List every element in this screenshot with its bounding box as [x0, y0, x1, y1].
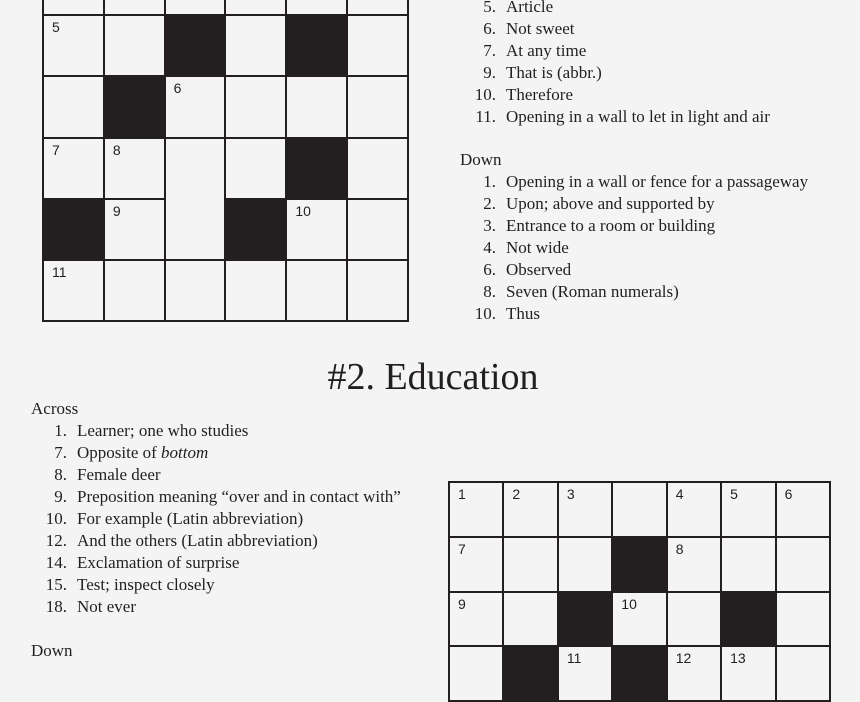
- clue-number: 11: [52, 263, 67, 280]
- clue-text: Female deer: [77, 465, 161, 484]
- grid-cell[interactable]: [226, 261, 285, 320]
- grid-cell[interactable]: [450, 647, 502, 700]
- crossword-grid-1: [42, 0, 409, 322]
- clue-number: 9.: [54, 487, 67, 506]
- clue-number: 10: [295, 202, 311, 219]
- clue-number: 12: [675, 650, 692, 667]
- black-square: [105, 77, 164, 136]
- clue-text: Opposite of bottom: [77, 443, 209, 462]
- clue-text: Seven (Roman numerals): [506, 282, 679, 301]
- clue-item: [460, 237, 808, 259]
- down-heading: Down: [31, 641, 73, 660]
- clue-item: [460, 18, 770, 40]
- clue-text: Preposition meaning “over and in contact with”: [77, 487, 401, 506]
- clue-number: 12.: [45, 531, 67, 550]
- clue-text: For example (Latin abbreviation): [77, 509, 304, 528]
- black-square: [722, 593, 774, 646]
- clue-item: [460, 62, 770, 84]
- puzzle1-down-clues: [460, 149, 808, 325]
- puzzle2-across-clues: [31, 398, 401, 662]
- clue-number: 6: [784, 486, 793, 502]
- clue-text: Article: [506, 0, 554, 16]
- grid-cell[interactable]: [44, 77, 103, 136]
- clue-text: Upon; above and supported by: [506, 194, 715, 213]
- crossword-grid-2: [448, 481, 831, 702]
- clue-number: 15.: [45, 575, 67, 594]
- clue-number: 6.: [483, 260, 496, 279]
- grid-cell[interactable]: [105, 139, 164, 198]
- black-square: [44, 200, 103, 259]
- clue-number: 1.: [54, 421, 67, 440]
- black-square: [613, 647, 665, 700]
- clue-item: [31, 464, 401, 486]
- grid-cell[interactable]: [777, 483, 829, 536]
- grid-cell[interactable]: [226, 16, 285, 75]
- clue-text: That is (abbr.): [506, 63, 602, 82]
- grid-cell[interactable]: [44, 261, 103, 320]
- grid-cell[interactable]: [348, 0, 407, 14]
- grid-cell[interactable]: [613, 483, 665, 536]
- grid-cell[interactable]: [777, 593, 829, 646]
- clue-item: [460, 281, 808, 303]
- grid-cell[interactable]: [613, 593, 665, 646]
- grid-cell[interactable]: [105, 16, 164, 75]
- grid-cell[interactable]: [504, 483, 556, 536]
- clue-number: 18.: [45, 597, 67, 616]
- clue-text: Not sweet: [506, 19, 575, 38]
- clue-number: 7.: [54, 443, 67, 462]
- clue-text: Observed: [506, 260, 572, 279]
- grid-cell[interactable]: [348, 16, 407, 75]
- clue-text: Test; inspect closely: [77, 575, 215, 594]
- clue-text: Not ever: [77, 597, 137, 616]
- clue-text: Exclamation of surprise: [77, 553, 240, 572]
- grid-cell[interactable]: [722, 647, 774, 700]
- puzzle1-across-clues: [460, 0, 770, 128]
- clue-text: Opening in a wall or fence for a passageway: [506, 172, 809, 191]
- clue-number: 9: [112, 202, 121, 219]
- clue-text: Opening in a wall to let in light and air: [506, 107, 770, 126]
- clue-text: Therefore: [506, 85, 574, 104]
- grid-cell[interactable]: [504, 538, 556, 591]
- clue-number: 7: [458, 540, 466, 557]
- clue-item: [460, 40, 770, 62]
- clue-number: 7: [52, 141, 60, 158]
- grid-cell[interactable]: [668, 647, 720, 700]
- grid-cell[interactable]: [777, 647, 829, 700]
- black-square: [226, 200, 285, 259]
- clue-item: [460, 259, 808, 281]
- grid-cell[interactable]: [722, 538, 774, 591]
- grid-cell[interactable]: [559, 647, 611, 700]
- clue-number: 3: [566, 486, 575, 502]
- grid-cell[interactable]: [348, 261, 407, 320]
- black-square: [613, 538, 665, 591]
- grid-cell[interactable]: [348, 139, 407, 198]
- clue-item: [460, 84, 770, 106]
- across-heading: Across: [31, 399, 79, 418]
- clue-item: [31, 508, 401, 530]
- clue-item: [460, 303, 808, 325]
- clue-number: 4.: [483, 238, 496, 257]
- clue-text: Thus: [506, 304, 540, 323]
- black-square: [559, 593, 611, 646]
- clue-number: 11.: [475, 107, 496, 126]
- clue-number: 1.: [483, 172, 496, 191]
- puzzle-title: #2. Education: [327, 356, 539, 398]
- grid-cell[interactable]: [668, 483, 720, 536]
- clue-number: 13: [730, 650, 746, 667]
- grid-cell[interactable]: [287, 200, 346, 259]
- clue-number: 10: [621, 595, 637, 612]
- clue-number: 14.: [45, 553, 67, 572]
- clue-number: 10.: [45, 509, 67, 528]
- clue-number: 8.: [483, 282, 496, 301]
- grid-cell[interactable]: [348, 77, 407, 136]
- clue-number: 11: [566, 650, 582, 667]
- clue-number: 10.: [474, 304, 496, 323]
- grid-cell[interactable]: [166, 139, 225, 198]
- grid-cell[interactable]: [450, 483, 502, 536]
- clue-item: [460, 215, 808, 237]
- clue-number: 6.: [483, 19, 496, 38]
- grid-cell[interactable]: [287, 77, 346, 136]
- grid-cell[interactable]: [166, 261, 225, 320]
- grid-cell[interactable]: [44, 16, 103, 75]
- clue-number: 10.: [474, 85, 496, 104]
- clue-number: 6: [173, 80, 182, 97]
- grid-cell[interactable]: [559, 538, 611, 591]
- clue-number: 8: [112, 141, 121, 158]
- clue-text: Learner; one who studies: [77, 421, 249, 440]
- grid-cell[interactable]: [348, 200, 407, 259]
- grid-cell[interactable]: [44, 139, 103, 198]
- grid-cell[interactable]: [226, 0, 285, 14]
- clue-item: [460, 106, 770, 128]
- grid-cell[interactable]: [166, 77, 225, 136]
- clue-text: Entrance to a room or building: [506, 216, 716, 235]
- grid-cell[interactable]: [450, 538, 502, 591]
- down-heading: Down: [460, 150, 502, 169]
- grid-cell[interactable]: [105, 200, 164, 259]
- clue-number: 4: [675, 486, 684, 502]
- clue-number: 7.: [483, 41, 496, 60]
- clue-item: [31, 530, 401, 552]
- black-square: [287, 139, 346, 198]
- clue-item: [460, 0, 770, 18]
- clue-number: 8.: [54, 465, 67, 484]
- grid-cell[interactable]: [668, 538, 720, 591]
- clue-item: [31, 486, 401, 508]
- grid-cell[interactable]: [287, 261, 346, 320]
- clue-item: [31, 420, 401, 442]
- clue-item: [460, 171, 808, 193]
- clue-item: [460, 193, 808, 215]
- grid-cell[interactable]: [166, 0, 225, 14]
- clue-number: 2: [512, 486, 521, 502]
- grid-cell[interactable]: [166, 200, 225, 259]
- clue-number: 1: [458, 486, 466, 502]
- clue-text: At any time: [506, 41, 587, 60]
- clue-text: And the others (Latin abbreviation): [77, 531, 318, 550]
- grid-cell[interactable]: [44, 0, 103, 14]
- clue-item: [31, 574, 401, 596]
- clue-item: [31, 442, 401, 464]
- clue-text: Not wide: [506, 238, 569, 257]
- grid-cell[interactable]: [226, 77, 285, 136]
- black-square: [287, 16, 346, 75]
- clue-number: 3.: [483, 216, 496, 235]
- clue-item: [31, 596, 401, 618]
- clue-item: [31, 552, 401, 574]
- grid-cell[interactable]: [668, 593, 720, 646]
- grid-cell[interactable]: [777, 538, 829, 591]
- clue-number: 9.: [483, 63, 496, 82]
- grid-cell[interactable]: [226, 139, 285, 198]
- grid-cell[interactable]: [559, 483, 611, 536]
- grid-cell[interactable]: [450, 593, 502, 646]
- clue-number: 5.: [483, 0, 496, 16]
- black-square: [166, 16, 225, 75]
- grid-cell[interactable]: [722, 483, 774, 536]
- clue-number: 5: [730, 486, 738, 502]
- black-square: [504, 647, 556, 700]
- clue-number: 5: [52, 19, 60, 36]
- clue-number: 2.: [483, 194, 496, 213]
- clue-number: 9: [458, 595, 466, 612]
- grid-cell[interactable]: [105, 0, 164, 14]
- clue-number: 8: [675, 540, 684, 557]
- grid-cell[interactable]: [287, 0, 346, 14]
- grid-cell[interactable]: [105, 261, 164, 320]
- grid-cell[interactable]: [504, 593, 556, 646]
